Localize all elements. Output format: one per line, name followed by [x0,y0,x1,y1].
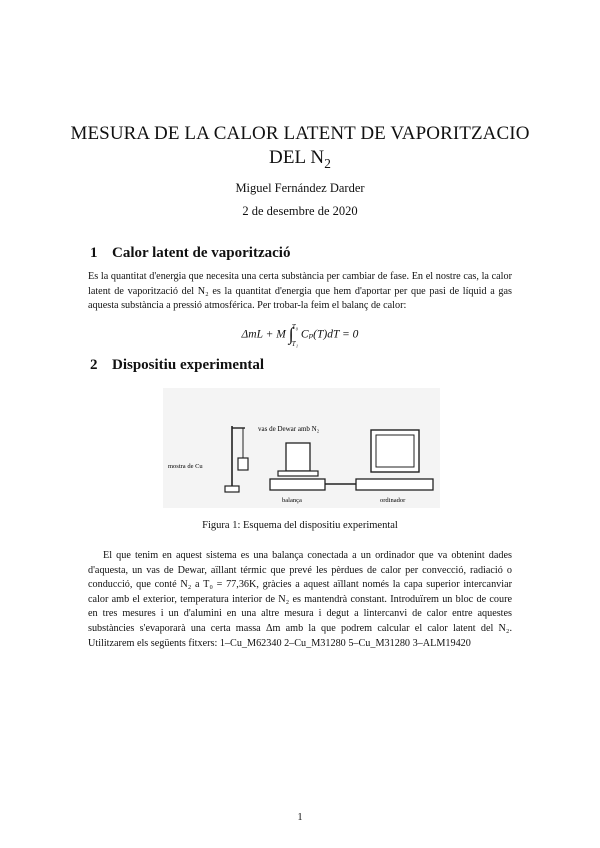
paper-title [60,122,540,176]
title-line-2: DEL N [269,147,325,168]
dewar-vessel [286,443,310,471]
section-heading-1 [90,245,290,262]
date: 2 de desembre de 2020 [242,204,358,218]
equation [0,318,600,352]
balance-plate [278,471,318,476]
page-number: 1 [297,812,303,823]
section-title: Dispositiu experimental [112,357,265,373]
label-balance: balança [282,497,302,504]
title-subscript: 2 [324,155,331,171]
paragraph-calor-latent: Es la quantitat d'energia que necesita una certa substància per cambiar de fase. En el nostre cas, la calor latent de vaporització del N₂ es la quantitat d'energia que hem d'aportar per que pasi de líquid a gas aquesta substància a pressió atmosférica. Per trobar-la feim el balanç de calor: [88,271,512,312]
setup-figure [163,388,440,508]
label-dewar: vas de Dewar amb N₂ [258,425,320,433]
section-title: Calor latent de vaporització [112,245,291,261]
integral-lower-limit: T₁ [291,340,299,348]
label-sample: mostra de Cu [168,463,203,470]
title-line-1: MESURA DE LA CALOR LATENT DE VAPORITZACIO [70,123,530,144]
integral-sign: ∫ [288,323,294,344]
copper-sample [238,458,248,470]
equation-left: ΔmL + M [241,328,286,341]
equation-integrand: Cₚ(T)dT = 0 [300,328,359,341]
paragraph-dispositiu: El que tenim en aquest sistema es una balança conectada a un ordinador que va obtenint dades d'aquesta, un vas de Dewar, aïllant térmic que prevé les pèrdues de calor per convecció, radiació o conducció, que conté N₂ a T₀ = 77,36K, gràcies a aquest aïllant només la capa superior intercanviar calor amb el exterior, temperatura interior de N₂ es mantendrà constant. Introduïrem un bloc de coure en tres mesures i un d'alumini en una altre mesura i degut a lintercanvi de calor entre aquestes substàncies s'evaporarà una certa massa Δm amb la que podrem calcular el calor latent del N₂. Utilitzarem els següents fitxers: 1–Cu_M62340 2–Cu_M31280 5–Cu_M31280 3–ALM19420 [88,550,512,649]
section-number: 2 [90,357,98,373]
section-number: 1 [90,245,98,261]
author: Miguel Fernández Darder [235,181,365,195]
stand-base [225,486,239,492]
section-heading-2 [90,357,264,374]
monitor-screen [376,435,414,467]
label-computer: ordinador [380,497,406,504]
computer-case [356,479,433,490]
figure-caption: Figura 1: Esquema del dispositiu experimental [202,520,398,531]
integral-upper-limit: T₀ [291,323,299,331]
balance-body [270,479,325,490]
